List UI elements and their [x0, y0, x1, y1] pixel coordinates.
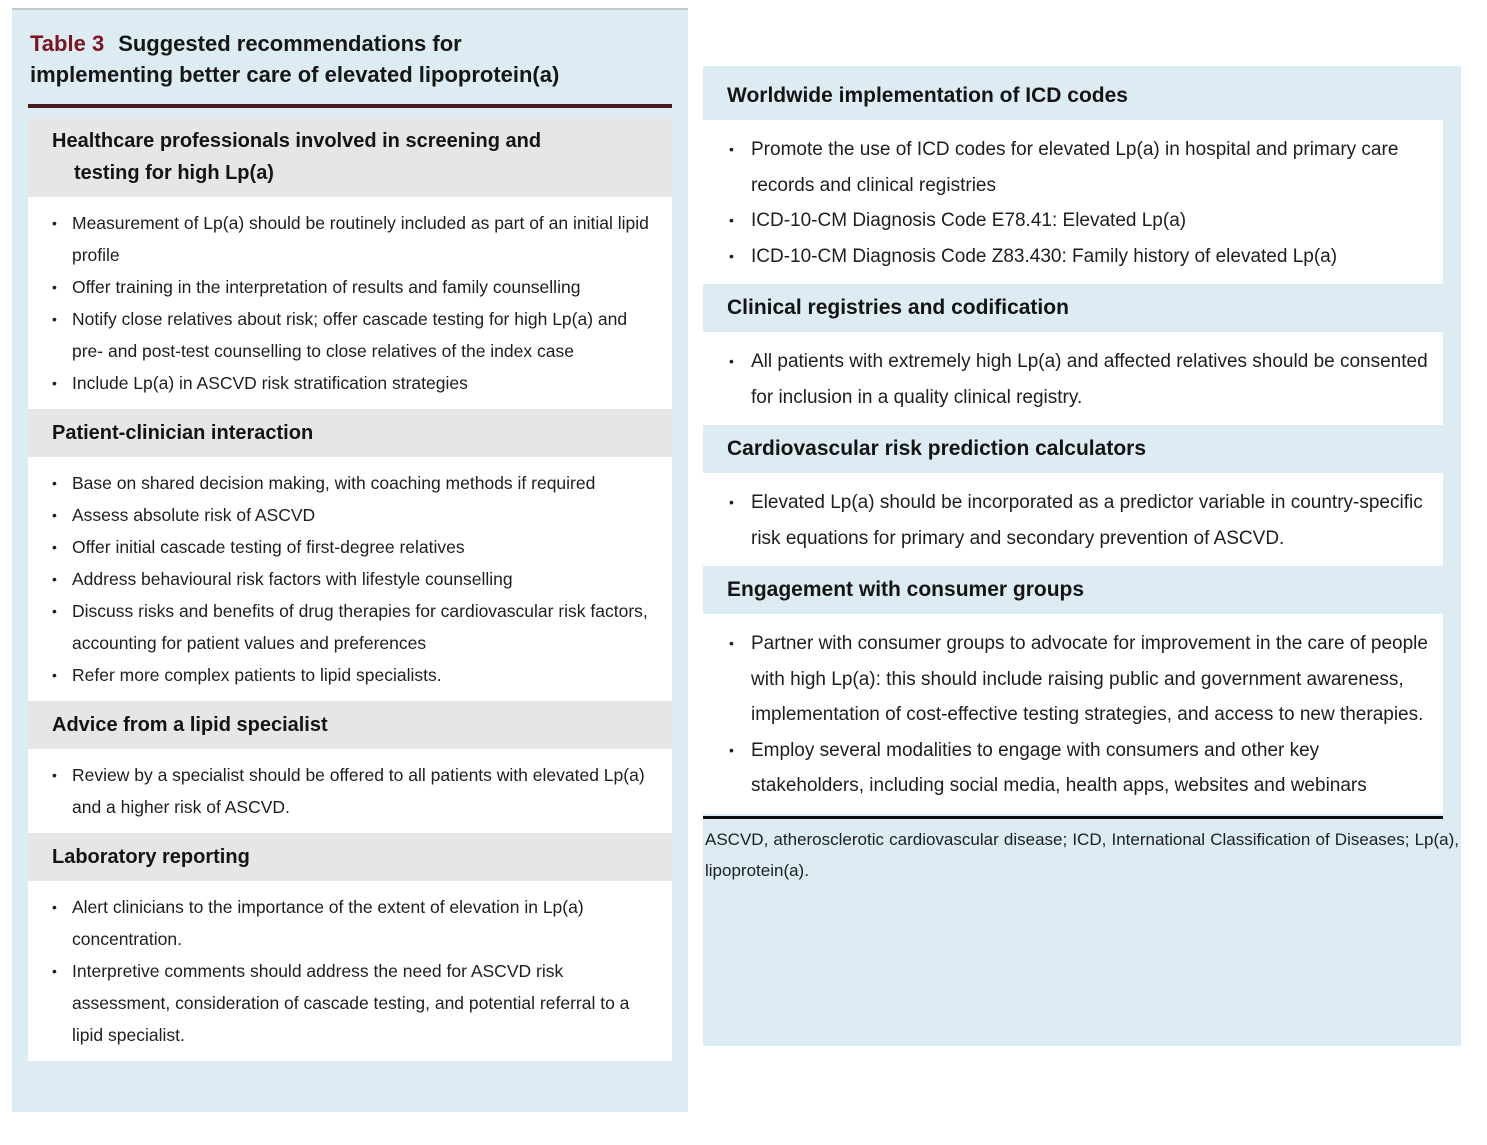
section-body	[703, 614, 1443, 814]
list-item: • Interpretive comments should address the need for ASCVD risk assessment, consideration of cascade testing, and potential referral to a lipid specialist.	[42, 955, 658, 1051]
section-heading-line1: Laboratory reporting	[52, 846, 250, 868]
bullet-icon: •	[729, 247, 734, 264]
bullet-icon: •	[729, 141, 734, 157]
bullet-icon: •	[729, 212, 734, 228]
section-heading	[28, 117, 672, 197]
title-rule	[28, 104, 672, 108]
section-heading: Worldwide implementation of ICD codes	[703, 72, 1443, 120]
list-item: • Partner with consumer groups to advocate for improvement in the care of people with high Lp(a): this should include raising public and government awareness, implementation of cost-effective testing strategies, and access to new therapies.	[717, 626, 1429, 733]
section-heading-line2: testing for high Lp(a)	[74, 162, 274, 184]
section-body	[28, 881, 672, 1061]
table-footnote: ASCVD, atherosclerotic cardiovascular disease; ICD, International Classification of Diseases; Lp(a), lipoprotein(a).	[705, 830, 1459, 880]
section-heading: Cardiovascular risk prediction calculators	[703, 425, 1443, 473]
list-item: • Base on shared decision making, with coaching methods if required	[42, 467, 658, 499]
table-bottom-rule	[703, 816, 1443, 819]
bullet-icon: •	[52, 507, 57, 523]
table-right-column	[703, 66, 1461, 1046]
table-label: Table 3	[30, 31, 105, 56]
bullet-icon: •	[52, 215, 57, 231]
list-item: • Offer training in the interpretation of results and family counselling	[42, 271, 658, 303]
bullet-icon: •	[52, 375, 57, 391]
list-item: • Assess absolute risk of ASCVD	[42, 499, 658, 531]
bullet-icon: •	[52, 475, 57, 491]
bullet-icon: •	[52, 539, 57, 555]
section-heading-line1: Advice from a lipid specialist	[52, 714, 328, 736]
bullet-icon: •	[52, 279, 57, 295]
list-item: • Discuss risks and benefits of drug therapies for cardiovascular risk factors, accounting for patient values and preferences	[42, 595, 658, 659]
list-item: • Measurement of Lp(a) should be routinely included as part of an initial lipid profile	[42, 207, 658, 271]
bullet-icon: •	[52, 963, 57, 979]
bullet-icon: •	[729, 494, 734, 510]
list-item: • ICD-10-CM Diagnosis Code Z83.430: Family history of elevated Lp(a)	[717, 239, 1429, 275]
section-heading: Clinical registries and codification	[703, 284, 1443, 332]
list-item: • Include Lp(a) in ASCVD risk stratification strategies	[42, 367, 658, 399]
table-title-line1: Suggested recommendations for	[118, 31, 462, 56]
list-item: • All patients with extremely high Lp(a) and affected relatives should be consented for inclusion in a quality clinical registry.	[717, 344, 1429, 415]
table-title	[30, 28, 670, 90]
bullet-icon: •	[52, 603, 57, 619]
table-left-column	[12, 8, 688, 1112]
list-item: • Refer more complex patients to lipid specialists.	[42, 659, 658, 691]
section-body	[703, 332, 1443, 425]
list-item: • Employ several modalities to engage with consumers and other key stakeholders, including social media, health apps, websites and webinars	[717, 733, 1429, 804]
list-item: • Address behavioural risk factors with lifestyle counselling	[42, 563, 658, 595]
section-heading-line1: Patient-clinician interaction	[52, 422, 314, 444]
section-heading: Engagement with consumer groups	[703, 566, 1443, 614]
bullet-icon: •	[52, 571, 57, 587]
section-heading	[28, 409, 672, 457]
list-item: • Alert clinicians to the importance of the extent of elevation in Lp(a) concentration.	[42, 891, 658, 955]
bullet-icon: •	[729, 741, 734, 758]
list-item: • ICD-10-CM Diagnosis Code E78.41: Elevated Lp(a)	[717, 203, 1429, 239]
left-sections	[28, 117, 672, 1061]
list-item: • Notify close relatives about risk; offer cascade testing for high Lp(a) and pre- and post-test counselling to close relatives of the index case	[42, 303, 658, 367]
bullet-icon: •	[52, 667, 57, 683]
right-sections	[703, 72, 1443, 814]
table-title-line2: implementing better care of elevated lipoprotein(a)	[30, 62, 560, 87]
section-body	[703, 473, 1443, 566]
list-item: • Review by a specialist should be offered to all patients with elevated Lp(a) and a higher risk of ASCVD.	[42, 759, 658, 823]
section-body	[28, 197, 672, 409]
table-caption	[12, 10, 688, 90]
section-heading	[28, 833, 672, 881]
list-item: • Elevated Lp(a) should be incorporated as a predictor variable in country-specific risk equations for primary and secondary prevention of ASCVD.	[717, 485, 1429, 556]
section-body	[28, 749, 672, 833]
bullet-icon: •	[52, 311, 57, 327]
section-heading-line1: Healthcare professionals involved in screening and	[52, 130, 542, 152]
bullet-icon: •	[52, 767, 57, 783]
section-body	[703, 120, 1443, 284]
bullet-icon: •	[729, 635, 734, 651]
bullet-icon: •	[52, 899, 57, 915]
bullet-icon: •	[729, 353, 734, 369]
section-heading	[28, 701, 672, 749]
list-item: • Promote the use of ICD codes for elevated Lp(a) in hospital and primary care records and clinical registries	[717, 132, 1429, 203]
section-body	[28, 457, 672, 701]
list-item: • Offer initial cascade testing of first-degree relatives	[42, 531, 658, 563]
